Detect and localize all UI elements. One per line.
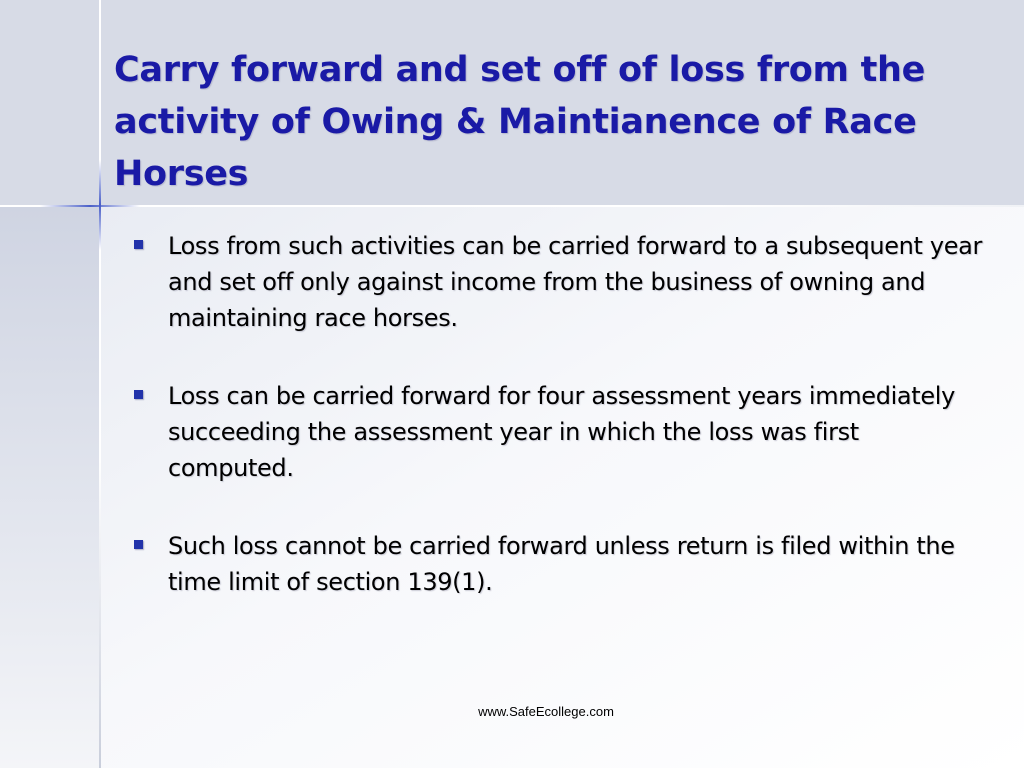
square-bullet-icon bbox=[134, 540, 143, 549]
cross-accent-vertical bbox=[99, 160, 101, 250]
bullet-text: Loss can be carried forward for four assessment years immediately succeeding the assessment year in which the loss was first computed. bbox=[168, 382, 955, 482]
square-bullet-icon bbox=[134, 390, 143, 399]
left-strip bbox=[0, 206, 100, 768]
bullet-item bbox=[128, 228, 988, 336]
footer-url: www.SafeEcollege.com bbox=[478, 704, 614, 719]
bullet-text: Loss from such activities can be carried forward to a subsequent year and set off only against income from the business of owning and maintaining race horses. bbox=[168, 232, 982, 332]
horizontal-divider bbox=[0, 205, 1024, 207]
vertical-divider bbox=[99, 0, 101, 768]
bullet-item bbox=[128, 378, 988, 486]
square-bullet-icon bbox=[134, 240, 143, 249]
slide-title: Carry forward and set off of loss from the activity of Owing & Maintianence of Race Horses bbox=[114, 50, 926, 194]
bullet-text: Such loss cannot be carried forward unless return is filed within the time limit of section 139(1). bbox=[168, 532, 955, 596]
bullet-item bbox=[128, 528, 988, 600]
cross-accent-horizontal bbox=[40, 205, 140, 207]
bullet-list bbox=[128, 228, 988, 642]
